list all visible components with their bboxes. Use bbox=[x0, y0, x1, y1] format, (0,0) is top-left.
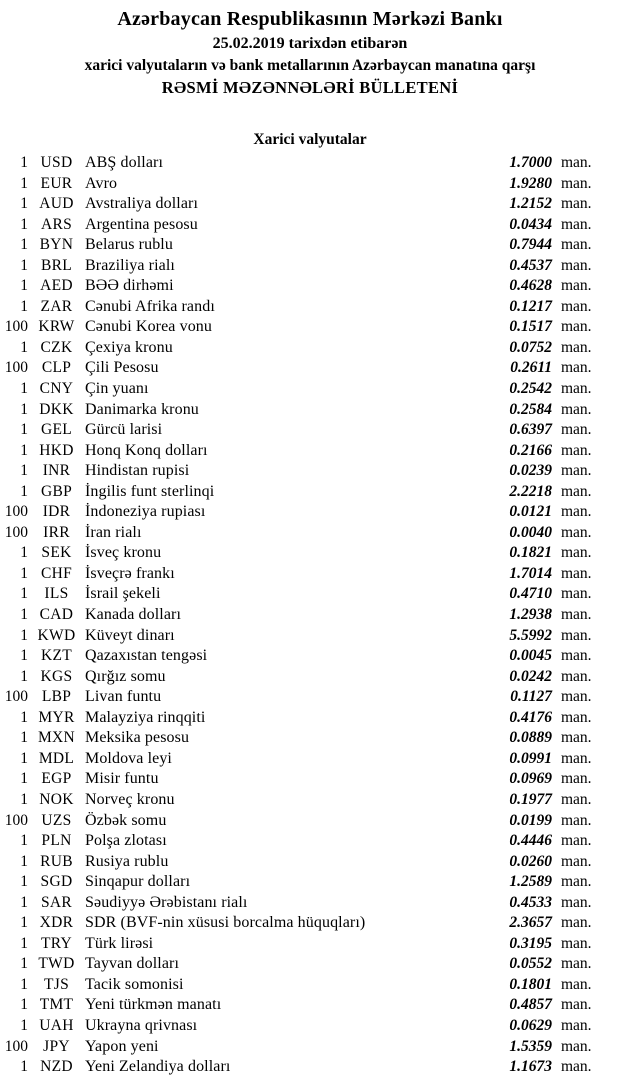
rate-unit: man. bbox=[561, 1037, 592, 1055]
currency-name: Misir funtu bbox=[85, 770, 159, 788]
table-row bbox=[0, 503, 620, 524]
rate-unit: man. bbox=[561, 359, 592, 377]
table-row bbox=[0, 791, 620, 812]
currency-code: JPY bbox=[43, 1037, 70, 1055]
currency-code: GBP bbox=[40, 482, 73, 500]
currency-name: Çin yuanı bbox=[85, 380, 149, 398]
quantity: 1 bbox=[20, 236, 28, 254]
rate-unit: man. bbox=[561, 996, 592, 1014]
rate-unit: man. bbox=[561, 154, 592, 171]
table-row bbox=[0, 1058, 620, 1079]
currency-name: Çexiya kronu bbox=[85, 338, 173, 356]
currency-name: Polşa zlotası bbox=[85, 832, 167, 850]
currency-code: RUB bbox=[40, 852, 73, 870]
rate-unit: man. bbox=[561, 1016, 592, 1034]
rate-value: 0.0260 bbox=[509, 852, 552, 870]
currency-code: DKK bbox=[39, 400, 74, 418]
table-row bbox=[0, 442, 620, 463]
currency-name: Səudiyyə Ərəbistanı rialı bbox=[85, 893, 248, 911]
currency-name: Avro bbox=[85, 174, 118, 192]
rate-unit: man. bbox=[561, 852, 592, 870]
rate-unit: man. bbox=[561, 975, 592, 993]
rate-unit: man. bbox=[561, 873, 592, 891]
table-row bbox=[0, 216, 620, 237]
quantity: 1 bbox=[20, 770, 28, 788]
quantity: 1 bbox=[20, 975, 28, 993]
currency-name: Hindistan rupisi bbox=[85, 462, 190, 480]
quantity: 1 bbox=[20, 832, 28, 850]
currency-name: İsrail şekeli bbox=[85, 585, 161, 603]
quantity: 1 bbox=[20, 606, 28, 624]
currency-code: CNY bbox=[39, 380, 74, 398]
currency-name: Livan funtu bbox=[85, 688, 162, 706]
rate-value: 0.1517 bbox=[509, 318, 552, 336]
rate-value: 0.0629 bbox=[509, 1016, 552, 1034]
table-row bbox=[0, 853, 620, 874]
quantity: 1 bbox=[20, 1016, 28, 1034]
currency-code: AUD bbox=[39, 195, 74, 213]
quantity: 1 bbox=[20, 421, 28, 439]
rate-unit: man. bbox=[561, 236, 592, 254]
rate-unit: man. bbox=[561, 1058, 592, 1076]
rate-value: 0.0239 bbox=[509, 462, 552, 480]
table-row bbox=[0, 627, 620, 648]
currency-name: Ukrayna qrivnası bbox=[85, 1016, 198, 1034]
quantity: 1 bbox=[20, 852, 28, 870]
rate-value: 0.0199 bbox=[509, 811, 552, 829]
currency-code: PLN bbox=[41, 832, 72, 850]
currency-name: İran rialı bbox=[85, 523, 142, 541]
currency-name: Belarus rublu bbox=[85, 236, 173, 254]
rate-value: 0.0242 bbox=[509, 667, 552, 685]
rate-unit: man. bbox=[561, 400, 592, 418]
currency-name: İsveçrə frankı bbox=[85, 564, 175, 582]
quantity: 1 bbox=[20, 729, 28, 747]
rate-unit: man. bbox=[561, 318, 592, 336]
currency-name: İsveç kronu bbox=[85, 544, 162, 562]
currency-name: Honq Konq dolları bbox=[85, 441, 208, 459]
quantity: 100 bbox=[4, 811, 28, 829]
rate-value: 0.0040 bbox=[509, 523, 552, 541]
currency-name: BƏƏ dirhəmi bbox=[85, 277, 174, 295]
quantity: 1 bbox=[20, 544, 28, 562]
table-row bbox=[0, 154, 620, 175]
table-row bbox=[0, 832, 620, 853]
quantity: 1 bbox=[20, 482, 28, 500]
rate-value: 5.5992 bbox=[509, 626, 552, 644]
currency-code: NOK bbox=[39, 790, 74, 808]
currency-name: Moldova leyi bbox=[85, 749, 172, 767]
rate-value: 0.4533 bbox=[509, 893, 552, 911]
currency-name: Rusiya rublu bbox=[85, 852, 169, 870]
currency-code: TJS bbox=[43, 975, 70, 993]
currency-code: NZD bbox=[40, 1058, 73, 1076]
rate-unit: man. bbox=[561, 380, 592, 398]
quantity: 1 bbox=[20, 647, 28, 665]
rate-value: 2.2218 bbox=[509, 482, 552, 500]
table-row bbox=[0, 935, 620, 956]
table-row bbox=[0, 709, 620, 730]
quantity: 1 bbox=[20, 400, 28, 418]
rate-unit: man. bbox=[561, 749, 592, 767]
quantity: 1 bbox=[20, 626, 28, 644]
quantity: 1 bbox=[20, 749, 28, 767]
rate-unit: man. bbox=[561, 195, 592, 213]
rate-value: 0.4446 bbox=[509, 832, 552, 850]
currency-code: EUR bbox=[40, 174, 73, 192]
currency-name: Gürcü larisi bbox=[85, 421, 163, 439]
currency-code: MXN bbox=[37, 729, 76, 747]
table-row bbox=[0, 688, 620, 709]
quantity: 1 bbox=[20, 955, 28, 973]
rate-unit: man. bbox=[561, 934, 592, 952]
table-row bbox=[0, 524, 620, 545]
currency-code: MYR bbox=[38, 708, 75, 726]
table-row bbox=[0, 1038, 620, 1059]
currency-name: Norveç kronu bbox=[85, 790, 175, 808]
rate-value: 1.1673 bbox=[509, 1058, 552, 1076]
currency-code: AED bbox=[40, 277, 73, 295]
table-row bbox=[0, 894, 620, 915]
rate-value: 1.2589 bbox=[509, 873, 552, 891]
currency-name: SDR (BVF-nin xüsusi borcalma hüquqları) bbox=[85, 914, 366, 932]
rate-unit: man. bbox=[561, 338, 592, 356]
table-row bbox=[0, 976, 620, 997]
currency-code: EGP bbox=[41, 770, 72, 788]
rate-value: 0.7944 bbox=[509, 236, 552, 254]
currency-name: ABŞ dolları bbox=[85, 154, 163, 171]
table-row bbox=[0, 318, 620, 339]
currency-code: TRY bbox=[40, 934, 73, 952]
currency-code: BYN bbox=[39, 236, 74, 254]
currency-name: Yeni türkmən manatı bbox=[85, 996, 222, 1014]
quantity: 1 bbox=[20, 277, 28, 295]
currency-name: Tacik somonisi bbox=[85, 975, 184, 993]
table-row bbox=[0, 277, 620, 298]
rate-unit: man. bbox=[561, 626, 592, 644]
table-row bbox=[0, 914, 620, 935]
rate-unit: man. bbox=[561, 564, 592, 582]
table-row bbox=[0, 606, 620, 627]
currency-name: Kanada dolları bbox=[85, 606, 182, 624]
quantity: 1 bbox=[20, 667, 28, 685]
rate-unit: man. bbox=[561, 544, 592, 562]
rate-unit: man. bbox=[561, 606, 592, 624]
currency-name: Küveyt dinarı bbox=[85, 626, 175, 644]
table-row bbox=[0, 812, 620, 833]
rate-unit: man. bbox=[561, 523, 592, 541]
rate-value: 0.4857 bbox=[509, 996, 552, 1014]
quantity: 100 bbox=[4, 1037, 28, 1055]
rate-unit: man. bbox=[561, 297, 592, 315]
table-row bbox=[0, 359, 620, 380]
quantity: 1 bbox=[20, 174, 28, 192]
currency-code: IRR bbox=[43, 523, 70, 541]
currency-name: Türk lirəsi bbox=[85, 934, 154, 952]
currency-code: KRW bbox=[38, 318, 75, 336]
effective-date: 25.02.2019 tarixdən etibarən bbox=[212, 35, 408, 52]
rate-unit: man. bbox=[561, 503, 592, 521]
quantity: 100 bbox=[4, 688, 28, 706]
table-row bbox=[0, 298, 620, 319]
currency-name: Braziliya rialı bbox=[85, 256, 175, 274]
quantity: 100 bbox=[4, 523, 28, 541]
rate-value: 0.2166 bbox=[509, 441, 552, 459]
table-row bbox=[0, 565, 620, 586]
quantity: 1 bbox=[20, 873, 28, 891]
table-row bbox=[0, 668, 620, 689]
currency-code: KZT bbox=[40, 647, 73, 665]
rate-unit: man. bbox=[561, 914, 592, 932]
table-row bbox=[0, 955, 620, 976]
currency-name: Cənubi Korea vonu bbox=[85, 318, 213, 336]
table-row bbox=[0, 195, 620, 216]
quantity: 1 bbox=[20, 462, 28, 480]
currency-code: TMT bbox=[39, 996, 74, 1014]
rate-unit: man. bbox=[561, 647, 592, 665]
rate-value: 0.4710 bbox=[509, 585, 552, 603]
currency-name: Sinqapur dolları bbox=[85, 873, 191, 891]
rate-value: 1.2152 bbox=[509, 195, 552, 213]
document-header bbox=[0, 0, 620, 99]
currency-code: ZAR bbox=[40, 297, 73, 315]
rate-value: 0.0752 bbox=[509, 338, 552, 356]
quantity: 1 bbox=[20, 914, 28, 932]
quantity: 1 bbox=[20, 996, 28, 1014]
quantity: 1 bbox=[20, 790, 28, 808]
rate-unit: man. bbox=[561, 688, 592, 706]
currency-code: TWD bbox=[38, 955, 75, 973]
rate-value: 0.4537 bbox=[509, 256, 552, 274]
table-row bbox=[0, 729, 620, 750]
currency-name: Yapon yeni bbox=[85, 1037, 159, 1055]
bulletin-title: RƏSMİ MƏZƏNNƏLƏRİ BÜLLETENİ bbox=[161, 78, 459, 97]
currency-name: İngilis funt sterlinqi bbox=[85, 482, 215, 500]
rate-unit: man. bbox=[561, 832, 592, 850]
currency-code: ARS bbox=[40, 215, 73, 233]
table-row bbox=[0, 421, 620, 442]
rate-unit: man. bbox=[561, 421, 592, 439]
currency-name: Argentina pesosu bbox=[85, 215, 198, 233]
currency-code: SGD bbox=[40, 873, 73, 891]
rate-value: 0.1977 bbox=[509, 790, 552, 808]
table-row bbox=[0, 585, 620, 606]
quantity: 1 bbox=[20, 564, 28, 582]
rate-value: 1.7000 bbox=[509, 154, 552, 171]
rate-unit: man. bbox=[561, 482, 592, 500]
rate-value: 1.5359 bbox=[509, 1037, 552, 1055]
rate-value: 1.7014 bbox=[509, 564, 552, 582]
rate-value: 0.1217 bbox=[509, 297, 552, 315]
quantity: 1 bbox=[20, 585, 28, 603]
currency-name: Avstraliya dolları bbox=[85, 195, 199, 213]
quantity: 1 bbox=[20, 338, 28, 356]
rate-value: 0.2542 bbox=[509, 380, 552, 398]
table-row bbox=[0, 996, 620, 1017]
rate-value: 0.2584 bbox=[509, 400, 552, 418]
rate-value: 0.4628 bbox=[509, 277, 552, 295]
rate-value: 0.3195 bbox=[509, 934, 552, 952]
rate-unit: man. bbox=[561, 667, 592, 685]
currency-code: HKD bbox=[39, 441, 74, 459]
quantity: 1 bbox=[20, 1058, 28, 1076]
table-row bbox=[0, 1017, 620, 1038]
table-row bbox=[0, 647, 620, 668]
rate-value: 0.1801 bbox=[509, 975, 552, 993]
rate-unit: man. bbox=[561, 811, 592, 829]
rate-unit: man. bbox=[561, 893, 592, 911]
currency-code: IDR bbox=[42, 503, 71, 521]
currency-name: Cənubi Afrika randı bbox=[85, 297, 215, 315]
rate-value: 0.0991 bbox=[509, 749, 552, 767]
rate-value: 0.4176 bbox=[509, 708, 552, 726]
table-row bbox=[0, 483, 620, 504]
quantity: 1 bbox=[20, 934, 28, 952]
currency-name: Çili Pesosu bbox=[85, 359, 159, 377]
currency-name: Tayvan dolları bbox=[85, 955, 180, 973]
quantity: 1 bbox=[20, 708, 28, 726]
rate-unit: man. bbox=[561, 790, 592, 808]
currency-code: KWD bbox=[37, 626, 76, 644]
rate-value: 0.2611 bbox=[510, 359, 552, 377]
rate-value: 0.0434 bbox=[509, 215, 552, 233]
rate-value: 0.1127 bbox=[510, 688, 552, 706]
table-row bbox=[0, 401, 620, 422]
currency-name: Qırğız somu bbox=[85, 667, 166, 685]
currency-name: Meksika pesosu bbox=[85, 729, 190, 747]
currency-name: İndoneziya rupiası bbox=[85, 503, 206, 521]
currency-code: CZK bbox=[40, 338, 73, 356]
rate-value: 0.0552 bbox=[509, 955, 552, 973]
quantity: 1 bbox=[20, 380, 28, 398]
rate-value: 0.0969 bbox=[509, 770, 552, 788]
rate-unit: man. bbox=[561, 708, 592, 726]
section-title-foreign-currencies: Xarici valyutalar bbox=[253, 131, 367, 148]
table-row bbox=[0, 873, 620, 894]
rate-value: 0.0889 bbox=[509, 729, 552, 747]
currency-code: CHF bbox=[40, 564, 73, 582]
table-row bbox=[0, 750, 620, 771]
quantity: 1 bbox=[20, 297, 28, 315]
currency-name: Malayziya rinqqiti bbox=[85, 708, 206, 726]
rates-table bbox=[0, 154, 620, 1079]
rate-unit: man. bbox=[561, 215, 592, 233]
quantity: 100 bbox=[4, 503, 28, 521]
rate-unit: man. bbox=[561, 174, 592, 192]
currency-code: MDL bbox=[38, 749, 75, 767]
table-row bbox=[0, 257, 620, 278]
table-row bbox=[0, 380, 620, 401]
rate-unit: man. bbox=[561, 277, 592, 295]
quantity: 1 bbox=[20, 256, 28, 274]
rate-value: 1.9280 bbox=[509, 174, 552, 192]
currency-code: UAH bbox=[39, 1016, 74, 1034]
table-row bbox=[0, 770, 620, 791]
rate-value: 0.6397 bbox=[509, 421, 552, 439]
currency-code: USD bbox=[40, 154, 73, 171]
rate-value: 1.2938 bbox=[509, 606, 552, 624]
rate-unit: man. bbox=[561, 955, 592, 973]
currency-code: GEL bbox=[40, 421, 73, 439]
currency-name: Danimarka kronu bbox=[85, 400, 199, 418]
currency-code: LBP bbox=[41, 688, 72, 706]
currency-code: UZS bbox=[41, 811, 72, 829]
currency-name: Qazaxıstan tengəsi bbox=[85, 647, 208, 665]
quantity: 1 bbox=[20, 195, 28, 213]
bank-name: Azərbaycan Respublikasının Mərkəzi Bankı bbox=[117, 8, 503, 30]
rate-value: 0.0045 bbox=[509, 647, 552, 665]
rate-value: 0.1821 bbox=[509, 544, 552, 562]
currency-name: Yeni Zelandiya dolları bbox=[85, 1058, 231, 1076]
table-row bbox=[0, 544, 620, 565]
table-row bbox=[0, 236, 620, 257]
currency-code: CLP bbox=[41, 359, 72, 377]
quantity: 1 bbox=[20, 154, 28, 171]
rate-unit: man. bbox=[561, 441, 592, 459]
table-row bbox=[0, 339, 620, 360]
rate-value: 2.3657 bbox=[509, 914, 552, 932]
quantity: 100 bbox=[4, 318, 28, 336]
rate-unit: man. bbox=[561, 256, 592, 274]
rate-value: 0.0121 bbox=[509, 503, 552, 521]
currency-code: BRL bbox=[40, 256, 73, 274]
table-row bbox=[0, 175, 620, 196]
rate-unit: man. bbox=[561, 462, 592, 480]
quantity: 1 bbox=[20, 893, 28, 911]
rate-unit: man. bbox=[561, 585, 592, 603]
rate-unit: man. bbox=[561, 770, 592, 788]
currency-code: INR bbox=[42, 462, 71, 480]
currency-code: ILS bbox=[44, 585, 69, 603]
currency-code: SAR bbox=[40, 893, 73, 911]
currency-code: CAD bbox=[39, 606, 74, 624]
subtitle: xarici valyutaların və bank metallarının Azərbaycan manatına qarşı bbox=[84, 57, 536, 74]
currency-code: XDR bbox=[39, 914, 74, 932]
quantity: 1 bbox=[20, 441, 28, 459]
quantity: 100 bbox=[4, 359, 28, 377]
rate-unit: man. bbox=[561, 729, 592, 747]
quantity: 1 bbox=[20, 215, 28, 233]
currency-name: Özbək somu bbox=[85, 811, 167, 829]
currency-code: KGS bbox=[40, 667, 73, 685]
table-row bbox=[0, 462, 620, 483]
currency-code: SEK bbox=[41, 544, 72, 562]
